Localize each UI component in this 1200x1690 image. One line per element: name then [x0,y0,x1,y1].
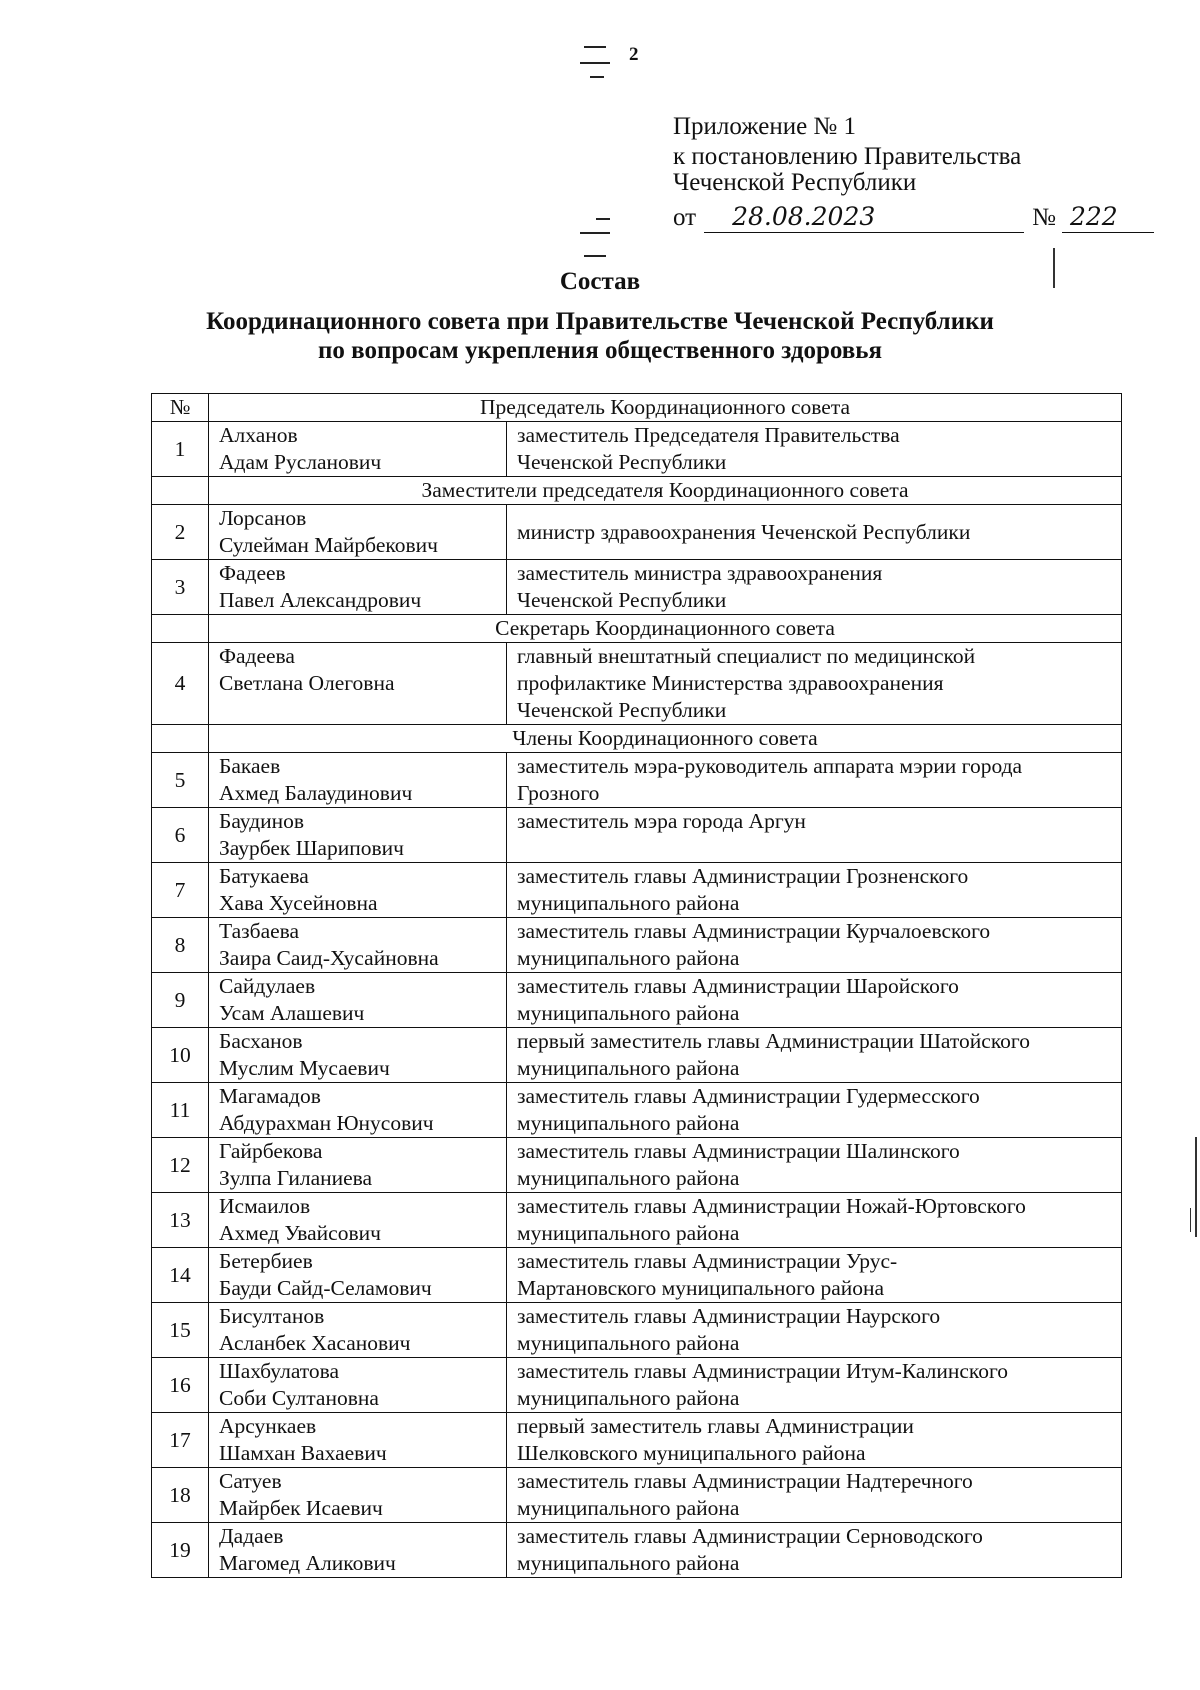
position-line: заместитель главы Администрации Шалинского [517,1139,960,1163]
table-row [152,1358,1122,1413]
row-number: 7 [152,863,209,918]
member-name [209,505,507,560]
position-line: заместитель главы Администрации Итум-Калинского [517,1359,1009,1383]
table-row [152,1248,1122,1303]
position-line: Мартановского муниципального района [517,1276,885,1300]
position-line: муниципального района [517,1056,740,1080]
scan-mark [584,46,606,48]
page-number: 2 [629,44,639,65]
position-line: муниципального района [517,1221,740,1245]
name-line: Абдурахман Юнусович [219,1111,434,1135]
member-position [507,1523,1122,1578]
position-line: первый заместитель главы Администрации [517,1414,914,1438]
table-row [152,1303,1122,1358]
position-line: заместитель главы Администрации Наурского [517,1304,941,1328]
position-line: муниципального района [517,1111,740,1135]
position-line: министр здравоохранения Чеченской Республики [517,519,971,544]
scan-mark [584,255,606,257]
position-line: заместитель главы Администрации Шаройского [517,974,959,998]
position-line: муниципального района [517,1166,740,1190]
header-number-cell [152,725,209,753]
name-line: Светлана Олеговна [219,671,395,695]
table-row [152,973,1122,1028]
annex-government: Чеченской Республики [673,169,917,196]
section-header-row [152,725,1122,753]
name-line: Усам Алашевич [219,1001,365,1025]
member-name [209,1138,507,1193]
position-line: заместитель главы Администрации Ножай-Юртовского [517,1194,1026,1218]
table-row [152,1028,1122,1083]
section-title: Заместители председателя Координационного совета [209,477,1122,505]
annex-decree: к постановлению Правительства [673,143,1022,170]
table-row [152,1138,1122,1193]
position-line: муниципального района [517,946,740,970]
member-position [507,808,1122,863]
member-position [507,505,1122,560]
member-name [209,1303,507,1358]
name-line: Шамхан Вахаевич [219,1441,387,1465]
name-line: Майрбек Исаевич [219,1496,383,1520]
section-header-row [152,615,1122,643]
row-number: 6 [152,808,209,863]
position-line: Чеченской Республики [517,588,727,612]
table-row [152,863,1122,918]
section-header-row [152,477,1122,505]
position-line: заместитель Председателя Правительства [517,423,900,447]
row-number: 1 [152,422,209,477]
position-line: заместитель главы Администрации Курчалоевского [517,919,991,943]
row-number: 13 [152,1193,209,1248]
name-line: Шахбулатова [219,1359,340,1383]
member-position [507,753,1122,808]
row-number: 12 [152,1138,209,1193]
position-line: профилактике Министерства здравоохранения [517,671,944,695]
name-line: Адам Русланович [219,450,382,474]
name-line: Зулпа Гиланиева [219,1166,373,1190]
name-line: Дадаев [219,1524,284,1548]
table-row [152,560,1122,615]
header-number-cell: № [152,394,209,422]
member-name [209,1248,507,1303]
name-line: Магомед Аликович [219,1551,396,1575]
name-line: Сайдулаев [219,974,316,998]
name-line: Фадеев [219,561,286,585]
position-line: муниципального района [517,1496,740,1520]
row-number: 10 [152,1028,209,1083]
table-row [152,1083,1122,1138]
position-line: Чеченской Республики [517,698,727,722]
name-line: Заурбек Шарипович [219,836,404,860]
scan-mark [590,76,604,78]
position-line: муниципального района [517,1551,740,1575]
position-line: Грозного [517,781,600,805]
scan-mark [580,62,610,64]
name-line: Бауди Сайд-Селамович [219,1276,432,1300]
header-number-cell [152,477,209,505]
name-line: Павел Александрович [219,588,422,612]
name-line: Ахмед Балаудинович [219,781,413,805]
row-number: 19 [152,1523,209,1578]
row-number: 16 [152,1358,209,1413]
name-line: Арсункаев [219,1414,317,1438]
position-line: Шелковского муниципального района [517,1441,866,1465]
member-name [209,918,507,973]
member-position [507,560,1122,615]
name-line: Лорсанов [219,506,307,530]
margin-line [1195,1137,1197,1237]
section-title: Председатель Координационного совета [209,394,1122,422]
position-line: первый заместитель главы Администрации Шатойского [517,1029,1030,1053]
member-position [507,863,1122,918]
name-line: Фадеева [219,644,295,668]
member-name [209,1028,507,1083]
row-number: 11 [152,1083,209,1138]
table-row [152,505,1122,560]
row-number: 3 [152,560,209,615]
row-number: 15 [152,1303,209,1358]
table-row [152,918,1122,973]
position-line: муниципального района [517,891,740,915]
name-line: Тазбаева [219,919,300,943]
name-line: Соби Султановна [219,1386,379,1410]
member-position [507,1083,1122,1138]
member-name [209,1358,507,1413]
member-position [507,1413,1122,1468]
name-line: Алханов [219,423,298,447]
position-line: заместитель главы Администрации Серноводского [517,1524,983,1548]
name-line: Магамадов [219,1084,321,1108]
position-line: заместитель министра здравоохранения [517,561,883,585]
position-line: заместитель главы Администрации Надтеречного [517,1469,973,1493]
council-table [151,393,1122,1578]
table-row [152,808,1122,863]
member-position [507,422,1122,477]
section-header-row [152,394,1122,422]
member-name [209,1523,507,1578]
row-number: 9 [152,973,209,1028]
name-line: Бакаев [219,754,281,778]
subtitle-line-1: Координационного совета при Правительстве Чеченской Республики [206,308,994,335]
table-row [152,1193,1122,1248]
annex-title: Приложение № 1 [673,113,857,140]
table-row [152,1523,1122,1578]
name-line: Бисултанов [219,1304,325,1328]
name-line: Заира Саид-Хусайновна [219,946,439,970]
row-number: 18 [152,1468,209,1523]
member-position [507,1028,1122,1083]
page-subtitle [0,307,1200,365]
table-row [152,1468,1122,1523]
subtitle-line-2: по вопросам укрепления общественного здоровья [317,337,883,364]
position-line: муниципального района [517,1001,740,1025]
scan-mark [580,232,610,234]
decree-number: 222 [1062,202,1154,233]
number-prefix: № [1032,204,1056,231]
position-line: главный внештатный специалист по медицинской [517,644,976,668]
name-line: Батукаева [219,864,309,888]
row-number: 14 [152,1248,209,1303]
position-line: заместитель главы Администрации Урус- [517,1249,898,1273]
member-position [507,973,1122,1028]
member-name [209,1083,507,1138]
member-name [209,1468,507,1523]
name-line: Исмаилов [219,1194,311,1218]
name-line: Муслим Мусаевич [219,1056,390,1080]
row-number: 17 [152,1413,209,1468]
member-position [507,918,1122,973]
member-name [209,753,507,808]
member-name [209,1193,507,1248]
section-title: Члены Координационного совета [209,725,1122,753]
member-position [507,1193,1122,1248]
annex-date-line [673,202,1154,233]
position-line: муниципального района [517,1386,740,1410]
position-line: заместитель главы Администрации Грозненского [517,864,969,888]
name-line: Бетербиев [219,1249,313,1273]
member-position [507,1358,1122,1413]
name-line: Басханов [219,1029,303,1053]
annex-block [673,112,1154,233]
table-row [152,422,1122,477]
position-line: заместитель мэра-руководитель аппарата мэрии города [517,754,1023,778]
member-position [507,643,1122,725]
table-row [152,643,1122,725]
date-prefix: от [673,204,697,231]
name-line: Ахмед Увайсович [219,1221,381,1245]
table-row [152,753,1122,808]
section-title: Секретарь Координационного совета [209,615,1122,643]
name-line: Хава Хусейновна [219,891,378,915]
row-number: 2 [152,505,209,560]
member-position [507,1303,1122,1358]
name-line: Сулейман Майрбекович [219,533,438,557]
name-line: Баудинов [219,809,305,833]
scan-mark [596,218,610,220]
name-line: Сатуев [219,1469,282,1493]
member-position [507,1248,1122,1303]
position-line: Чеченской Республики [517,450,727,474]
member-name [209,422,507,477]
row-number: 8 [152,918,209,973]
position-line: заместитель мэра города Аргун [517,809,806,833]
member-name [209,973,507,1028]
page-title: Состав [559,268,641,295]
row-number: 5 [152,753,209,808]
member-position [507,1138,1122,1193]
header-number-cell [152,615,209,643]
position-line: муниципального района [517,1331,740,1355]
table-row [152,1413,1122,1468]
position-line: заместитель главы Администрации Гудермесского [517,1084,980,1108]
signed-date: 28.08.2023 [704,202,1024,233]
name-line: Асланбек Хасанович [219,1331,411,1355]
row-number: 4 [152,643,209,725]
member-name [209,863,507,918]
council-table-body [152,394,1122,1578]
member-name [209,1413,507,1468]
member-name [209,808,507,863]
member-name [209,643,507,725]
margin-line [1190,1208,1191,1232]
member-position [507,1468,1122,1523]
name-line: Гайрбекова [219,1139,323,1163]
member-name [209,560,507,615]
